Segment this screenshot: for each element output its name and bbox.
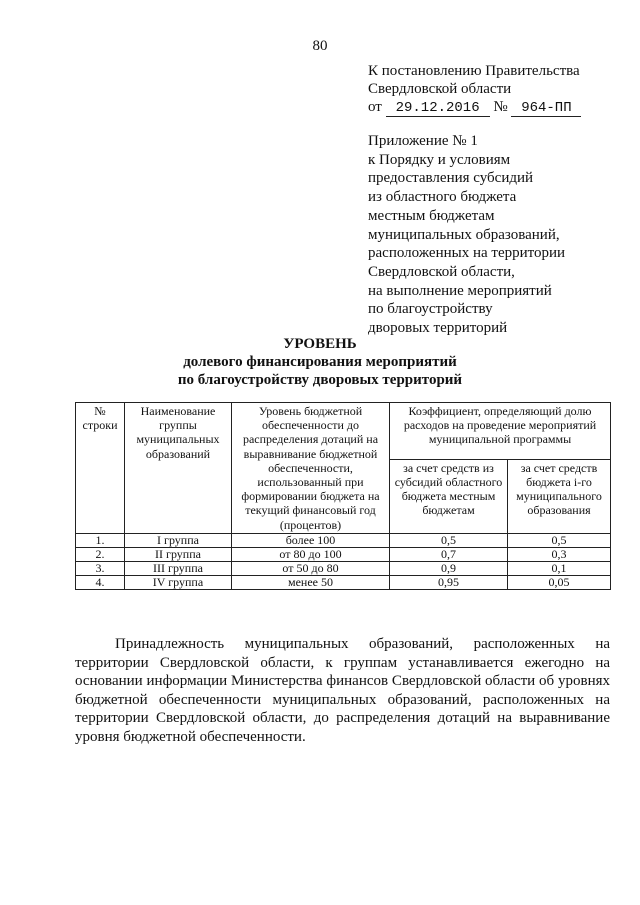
col-header-coefficient: Коэффициент, определяющий долю расходов на проведение мероприятий муниципальной программы — [390, 403, 611, 460]
from-label: от — [368, 99, 382, 115]
row-level: от 50 до 80 — [232, 561, 390, 575]
row-regional-share: 0,9 — [390, 561, 508, 575]
row-number: 2. — [76, 547, 125, 561]
col-header-regional-share: за счет средств из субсидий областного бюджета местным бюджетам — [390, 459, 508, 533]
title-line-1: УРОВЕНЬ — [283, 336, 357, 352]
row-group: III группа — [125, 561, 232, 575]
body-paragraph-block — [75, 635, 610, 747]
col-header-municipal-share: за счет средств бюджета i-го муниципального образования — [508, 459, 611, 533]
row-level: более 100 — [232, 533, 390, 547]
row-group: II группа — [125, 547, 232, 561]
title-line-3: по благоустройству дворовых территорий — [177, 372, 463, 388]
appendix-line: Приложение № 1 — [368, 133, 478, 149]
col-header-level: Уровень бюджетной обеспеченности до распределения дотаций на выравнивание бюджетной обеспеченности, использованный при формировании бюджета на текущий финансовый год (процентов) — [232, 403, 390, 534]
title-line-2: долевого финансирования мероприятий — [183, 354, 457, 370]
appendix-line: из областного бюджета — [368, 189, 517, 206]
row-municipal-share: 0,5 — [508, 533, 611, 547]
header-line-2: Свердловской области — [368, 81, 512, 97]
appendix-line: Свердловской области, — [368, 263, 515, 280]
header-line-1: К постановлению Правительства — [368, 63, 580, 79]
header-date-line — [368, 98, 581, 117]
document-title — [60, 335, 580, 389]
row-number: 4. — [76, 575, 125, 589]
appendix-line: на выполнение мероприятий — [368, 282, 552, 299]
table-row — [76, 561, 611, 575]
row-level: от 80 до 100 — [232, 547, 390, 561]
row-regional-share: 0,7 — [390, 547, 508, 561]
table-row — [76, 533, 611, 547]
resolution-number: 964-ПП — [511, 100, 581, 117]
row-number: 3. — [76, 561, 125, 575]
appendix-block — [368, 132, 565, 338]
table-row — [76, 547, 611, 561]
number-label: № — [493, 99, 508, 115]
appendix-line: дворовых территорий — [368, 320, 508, 337]
resolution-header — [368, 62, 581, 117]
appendix-line: по благоустройству — [368, 301, 493, 318]
appendix-line: предоставления субсидий — [368, 170, 534, 187]
row-group: IV группа — [125, 575, 232, 589]
row-regional-share: 0,5 — [390, 533, 508, 547]
row-municipal-share: 0,05 — [508, 575, 611, 589]
appendix-line: к Порядку и условиям — [368, 151, 511, 168]
col-header-group: Наименование группы муниципальных образований — [125, 403, 232, 534]
resolution-date: 29.12.2016 — [386, 100, 490, 117]
row-level: менее 50 — [232, 575, 390, 589]
table-row — [76, 575, 611, 589]
body-paragraph: Принадлежность муниципальных образований, расположенных на территории Свердловской области, к группам устанавливается ежегодно на основании информации Министерства финансов Свердловской области об уровнях бюджетной обеспеченности муниципальных образований, расположенных на территории Свердловской области, до распределения дотаций на выравнивание уровня бюджетной обеспеченности. — [75, 636, 610, 745]
appendix-line: муниципальных образований, — [368, 226, 560, 243]
page-number: 80 — [312, 38, 328, 54]
financing-table — [75, 402, 611, 590]
table-header-row — [76, 403, 611, 460]
row-municipal-share: 0,3 — [508, 547, 611, 561]
col-header-number: № строки — [76, 403, 125, 534]
row-number: 1. — [76, 533, 125, 547]
appendix-line: местным бюджетам — [368, 207, 495, 224]
row-regional-share: 0,95 — [390, 575, 508, 589]
row-municipal-share: 0,1 — [508, 561, 611, 575]
row-group: I группа — [125, 533, 232, 547]
appendix-line: расположенных на территории — [368, 245, 566, 262]
